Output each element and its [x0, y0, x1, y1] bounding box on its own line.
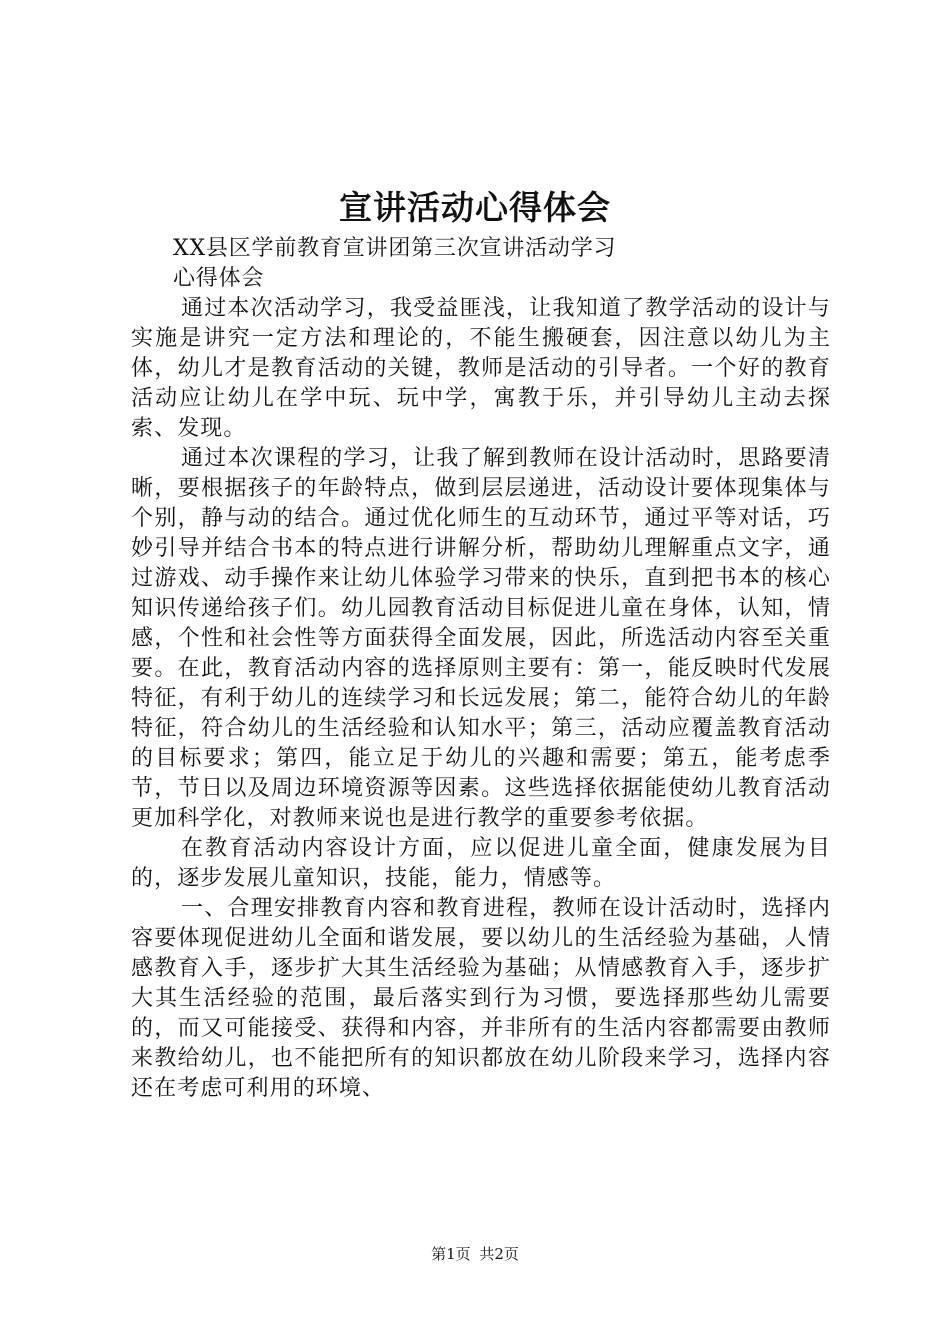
paragraph-2: 通过本次课程的学习，让我了解到教师在设计活动时，思路要清晰，要根据孩子的年龄特点，做到层层递进，活动设计要体现集体与个别，静与动的结合。通过优化师生的互动环节，通过平等对话，巧妙引导并结合书本的特点进行讲解分析，帮助幼儿理解重点文字，通过游戏、动手操作来让幼儿体验学习带来的快乐，直到把书本的核心知识传递给孩子们。幼儿园教育活动目标促进儿童在身体，认知，情感，个性和社会性等方面获得全面发展，因此，所选活动内容至关重要。在此，教育活动内容的选择原则主要有：第一，能反映时代发展特征，有利于幼儿的连续学习和长远发展；第二，能符合幼儿的年龄特征，符合幼儿的生活经验和认知水平；第三，活动应覆盖教育活动的目标要求；第四，能立足于幼儿的兴趣和需要；第五，能考虑季节，节日以及周边环境资源等因素。这些选择依据能使幼儿教育活动更加科学化，对教师来说也是进行教学的重要参考依据。 [131, 446, 831, 831]
document-title: 宣讲活动心得体会 [339, 188, 611, 227]
page-footer: 第1页 共2页 [431, 1245, 519, 1263]
subtitle-line-1: XX县区学前教育宣讲团第三次宣讲活动学习 [173, 236, 617, 261]
paragraph-1: 通过本次活动学习，我受益匪浅，让我知道了教学活动的设计与实施是讲究一定方法和理论的，不能生搬硬套，因注意以幼儿为主体，幼儿才是教育活动的关键，教师是活动的引导者。一个好的教育活动应让幼儿在学中玩、玩中学，寓教于乐，并引导幼儿主动去探索、发现。 [131, 296, 831, 441]
document-body [131, 234, 831, 1104]
paragraph-3: 在教育活动内容设计方面，应以促进儿童全面，健康发展为目的，逐步发展儿童知识，技能，能力，情感等。 [131, 836, 831, 891]
paragraph-4: 一、合理安排教育内容和教育进程，教师在设计活动时，选择内容要体现促进幼儿全面和谐发展，要以幼儿的生活经验为基础，人情感教育入手，逐步扩大其生活经验为基础；从情感教育入手，逐步扩大其生活经验的范围，最后落实到行为习惯，要选择那些幼儿需要的，而又可能接受、获得和内容，并非所有的生活内容都需要由教师来教给幼儿，也不能把所有的知识都放在幼儿阶段来学习，选择内容还在考虑可利用的环境、 [131, 896, 831, 1101]
subtitle-line-2: 心得体会 [173, 266, 265, 291]
